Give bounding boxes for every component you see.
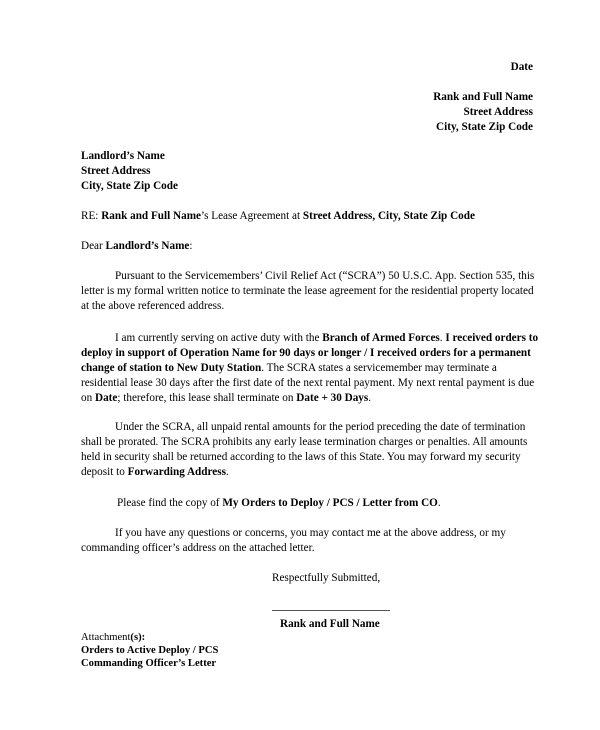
- sender-address-block: [300, 90, 533, 135]
- recipient-city: City, State Zip Code: [81, 180, 178, 192]
- signature-name: Rank and Full Name: [280, 618, 380, 630]
- paragraph-1: Pursuant to the Servicemembers’ Civil Relief Act (“SCRA”) 50 U.S.C. App. Section 535, this letter is my formal written notice to terminate the lease agreement for the residential property located at the above referenced address.: [81, 270, 535, 312]
- paragraph-4: Please find the copy of My Orders to Deploy / PCS / Letter from CO.: [117, 497, 441, 509]
- recipient-address-block: [81, 149, 178, 194]
- sender-street: Street Address: [463, 106, 533, 118]
- attachments-label: Attachment(s):: [81, 632, 146, 643]
- recipient-name: Landlord’s Name: [81, 150, 165, 162]
- signature-line: [272, 610, 390, 611]
- recipient-street: Street Address: [81, 165, 151, 177]
- paragraph-3: Under the SCRA, all unpaid rental amounts for the period preceding the date of termination shall be prorated. The SCRA prohibits any early lease termination charges or penalties. All amounts held in security shall be returned according to the laws of this State. You may forward my security deposit to Forwarding Address.: [81, 421, 528, 478]
- sender-city: City, State Zip Code: [436, 121, 533, 133]
- date-line: Date: [510, 61, 533, 73]
- closing: Respectfully Submitted,: [272, 572, 381, 584]
- salutation: Dear Landlord’s Name:: [81, 240, 193, 252]
- attachment-item: Commanding Officer’s Letter: [81, 658, 217, 669]
- paragraph-5: If you have any questions or concerns, you may contact me at the above address, or my commanding officer’s address on the attached letter.: [81, 527, 506, 554]
- paragraph-2: I am currently serving on active duty with the Branch of Armed Forces. I received orders to deploy in support of Operation Name for 90 days or longer / I received orders for a permanent change of station to New Duty Station. The SCRA states a servicemember may terminate a residential lease 30 days after the first date of the next rental payment. My next rental payment is due on Date; therefore, this lease shall terminate on Date + 30 Days.: [81, 332, 539, 404]
- sender-name: Rank and Full Name: [433, 91, 533, 103]
- attachment-item: Orders to Active Deploy / PCS: [81, 645, 219, 656]
- attachments-block: [81, 631, 218, 670]
- re-line: RE: Rank and Full Name’s Lease Agreement at Street Address, City, State Zip Code: [81, 210, 475, 222]
